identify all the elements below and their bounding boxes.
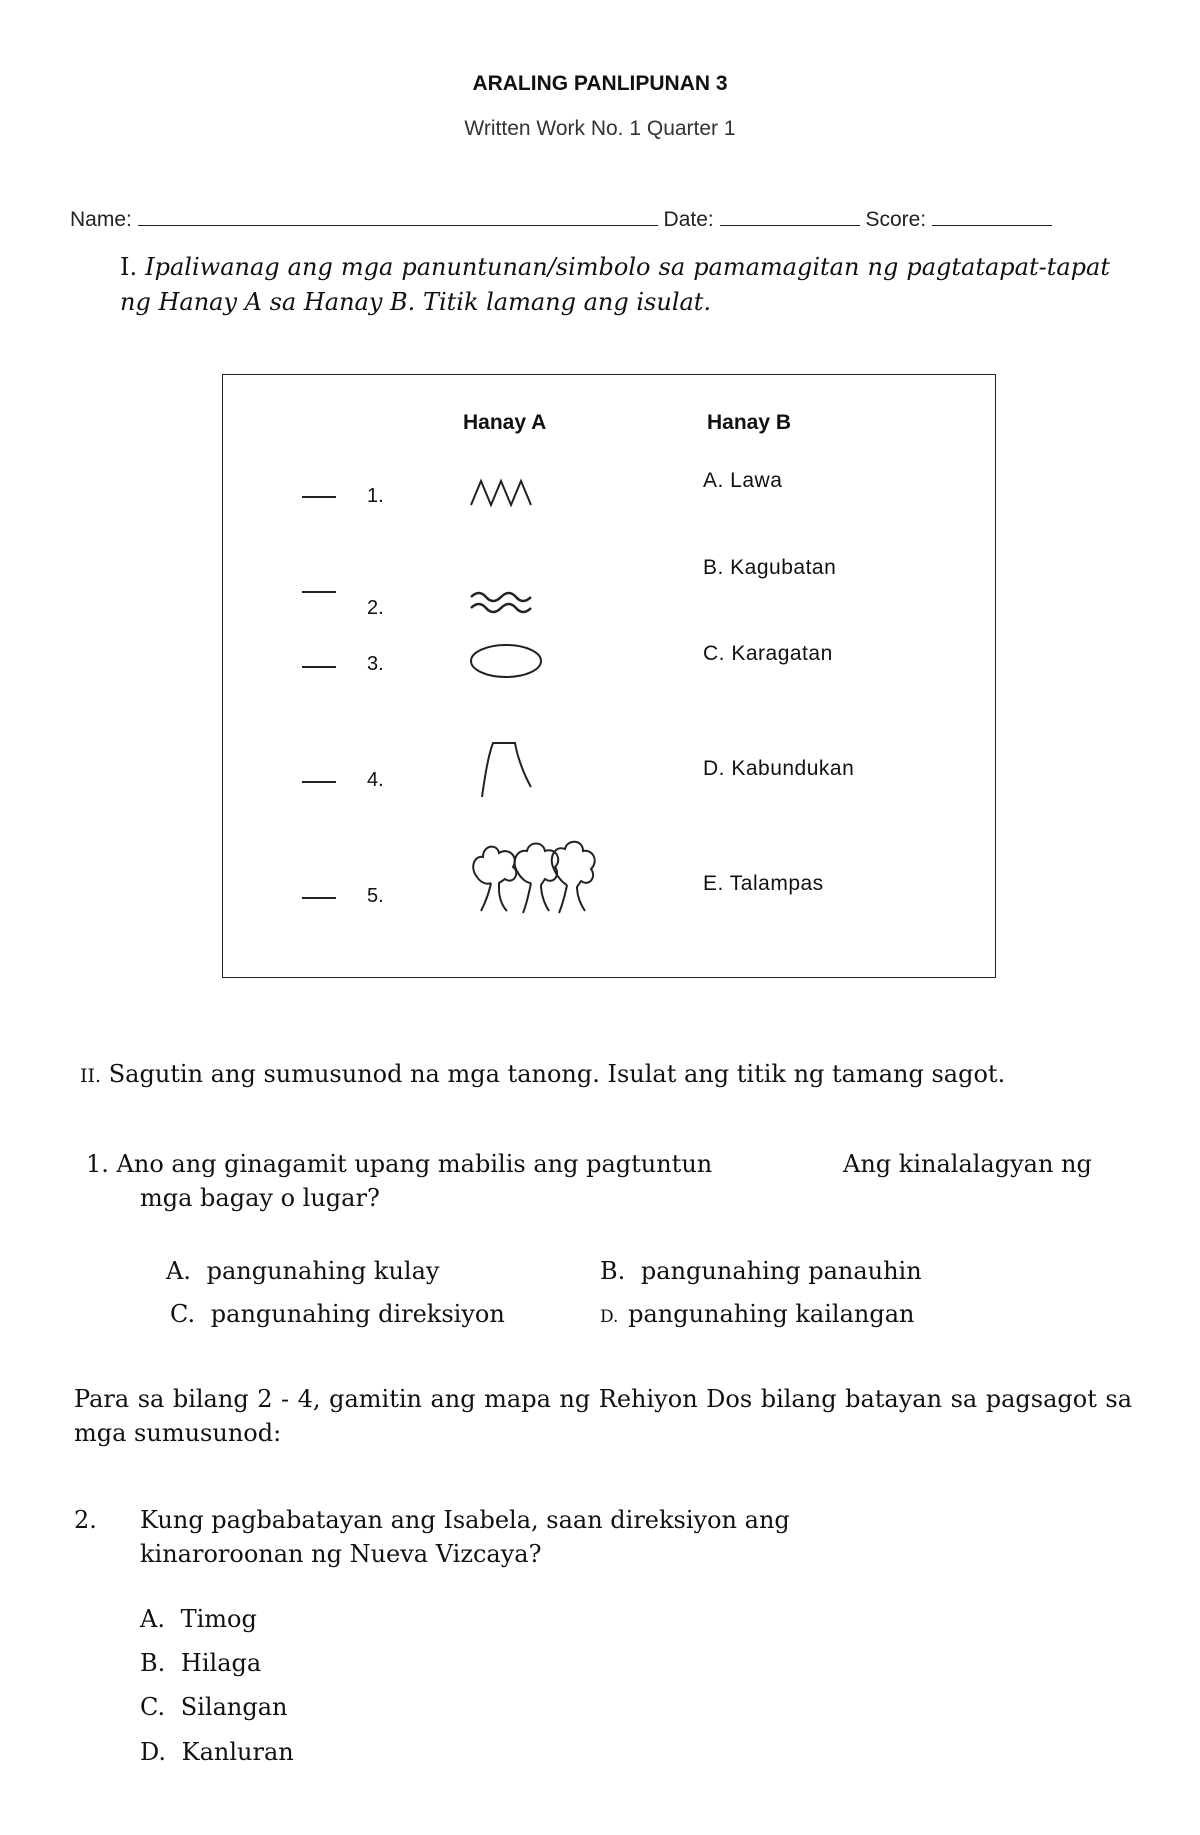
score-label: Score: <box>865 208 927 231</box>
option-d: D. Kabundukan <box>703 757 855 780</box>
answer-blank-5[interactable] <box>302 897 336 899</box>
answer-blank-3[interactable] <box>302 666 336 668</box>
score-field[interactable] <box>932 207 1052 226</box>
name-label: Name: <box>70 208 132 231</box>
choice-text: Hilaga <box>180 1649 262 1677</box>
q2-choice-c[interactable] <box>140 1693 287 1721</box>
q2-choice-d[interactable] <box>140 1738 294 1766</box>
item-number-2: 2. <box>367 597 384 619</box>
part2-instruction <box>80 1060 1005 1088</box>
item-number-5: 5. <box>367 885 384 907</box>
choice-letter: B. <box>600 1257 626 1285</box>
part1-instruction-text: Ipaliwanag ang mga panuntunan/simbolo sa pamamagitan ng pagtatapat-tapat ng Hanay A sa Hanay B. Titik lamang ang isulat. <box>120 253 1110 316</box>
q2-choice-a[interactable] <box>140 1605 257 1633</box>
choice-letter: A. <box>166 1257 191 1285</box>
name-field[interactable] <box>138 207 658 226</box>
page-subtitle: Written Work No. 1 Quarter 1 <box>464 117 736 140</box>
trees-icon <box>469 837 605 917</box>
plateau-icon <box>477 735 535 799</box>
answer-blank-1[interactable] <box>302 496 336 498</box>
q1-choice-c[interactable] <box>170 1300 505 1328</box>
oval-icon <box>469 640 545 682</box>
q2-line2: kinaroroonan ng Nueva Vizcaya? <box>140 1540 542 1568</box>
choice-letter: D. <box>140 1738 167 1766</box>
option-b: B. Kagubatan <box>703 556 837 579</box>
choice-text: Timog <box>180 1605 257 1633</box>
choice-letter: D. <box>600 1307 619 1327</box>
q1-line1-left: 1. Ano ang ginagamit upang mabilis ang pagtuntun <box>86 1150 713 1178</box>
page-title: ARALING PANLIPUNAN 3 <box>472 72 728 95</box>
q2-choice-b[interactable] <box>140 1649 261 1677</box>
date-field[interactable] <box>720 207 860 226</box>
q2-number: 2. <box>74 1506 97 1534</box>
waves-icon <box>469 587 539 617</box>
map-passage: Para sa bilang 2 - 4, gamitin ang mapa ng Rehiyon Dos bilang batayan sa pagsagot sa mga sumusunod: <box>74 1385 1132 1447</box>
column-b-header: Hanay B <box>707 411 792 434</box>
option-a: A. Lawa <box>703 469 783 492</box>
item-number-3: 3. <box>367 653 384 675</box>
q1-line1-right: Ang kinalalagyan ng <box>843 1150 1092 1178</box>
q1-choice-a[interactable] <box>166 1257 439 1285</box>
choice-text: pangunahing kulay <box>206 1257 440 1285</box>
choice-text: Kanluran <box>181 1738 294 1766</box>
answer-blank-2[interactable] <box>302 591 336 593</box>
option-c: C. Karagatan <box>703 642 833 665</box>
choice-text: pangunahing direksiyon <box>210 1300 505 1328</box>
q2-line1: Kung pagbabatayan ang Isabela, saan direksiyon ang <box>140 1506 790 1534</box>
part2-number: II. <box>80 1065 102 1087</box>
choice-letter: C. <box>170 1300 196 1328</box>
q1-line2: mga bagay o lugar? <box>140 1184 380 1212</box>
column-a-header: Hanay A <box>463 411 547 434</box>
part1-number: I. <box>120 253 138 281</box>
choice-letter: A. <box>140 1605 165 1633</box>
choice-text: pangunahing kailangan <box>628 1300 915 1328</box>
option-e: E. Talampas <box>703 872 824 895</box>
choice-text: pangunahing panauhin <box>640 1257 922 1285</box>
item-number-1: 1. <box>367 485 384 507</box>
choice-letter: B. <box>140 1649 166 1677</box>
part2-instruction-text: Sagutin ang sumusunod na mga tanong. Isulat ang titik ng tamang sagot. <box>108 1060 1006 1088</box>
mountains-icon <box>469 477 539 507</box>
matching-table <box>222 374 996 978</box>
date-label: Date: <box>663 208 714 231</box>
answer-blank-4[interactable] <box>302 781 336 783</box>
choice-text: Silangan <box>180 1693 288 1721</box>
part1-instruction <box>120 250 1110 320</box>
item-number-4: 4. <box>367 769 384 791</box>
choice-letter: C. <box>140 1693 166 1721</box>
student-info-line <box>70 207 1052 232</box>
q1-choice-d[interactable] <box>600 1300 914 1328</box>
q1-choice-b[interactable] <box>600 1257 922 1285</box>
